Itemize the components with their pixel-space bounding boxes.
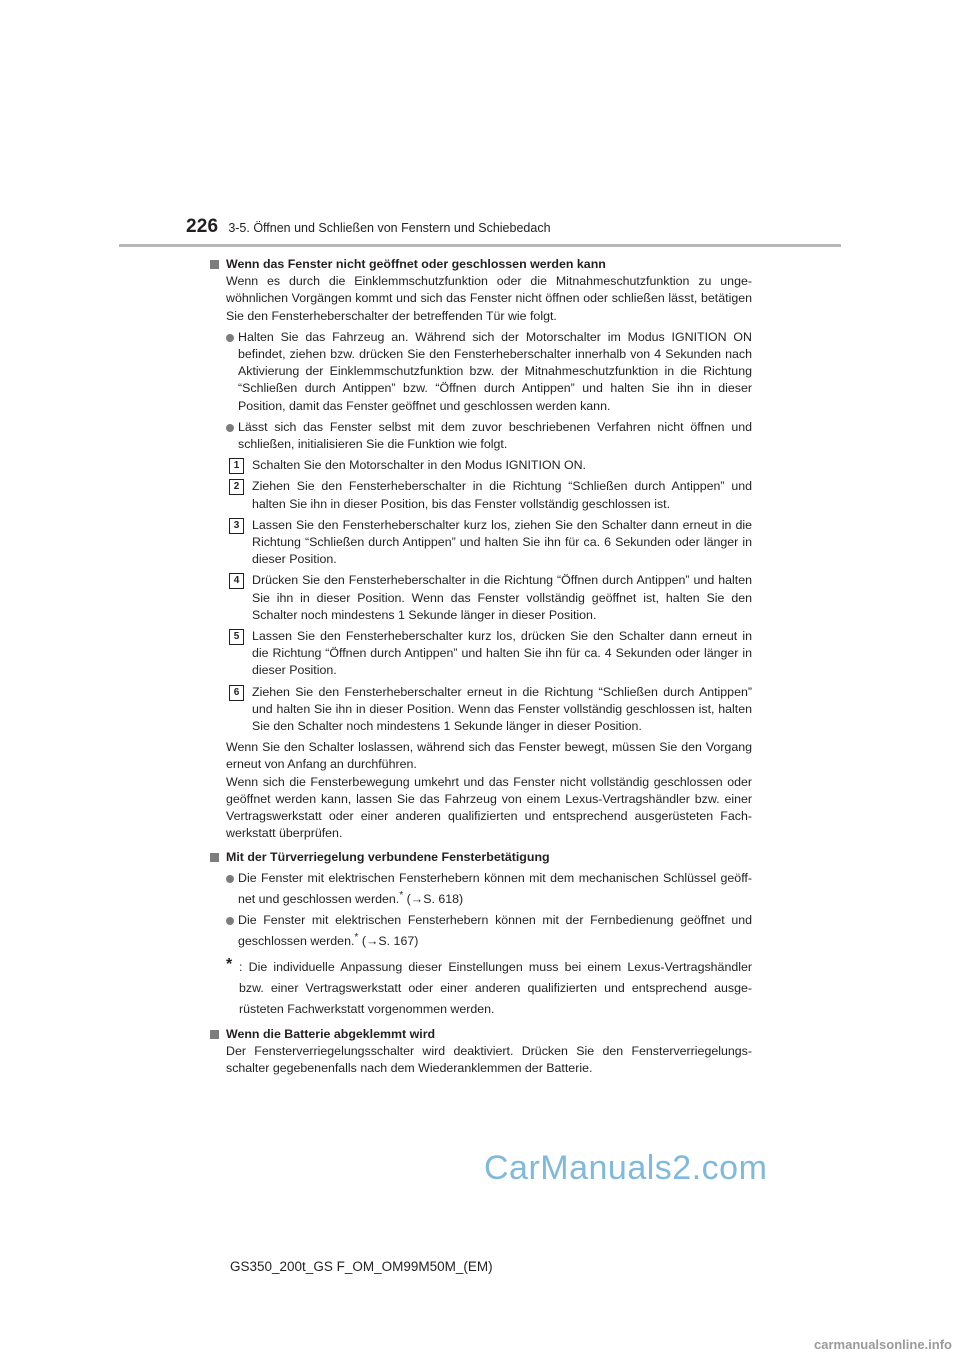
page-header — [186, 216, 551, 238]
step-number: 3 — [229, 518, 244, 534]
list-item: Die Fenster mit elektrischen Fensterhebern können mit der Fernbedienung geöffnet und geschlossen werden.* (→S. 167) — [208, 912, 752, 951]
list-item: Halten Sie das Fahrzeug an. Während sich der Motorschalter im Modus IGNITION ON befindet, ziehen bzw. drücken Sie den Fensterheberschalter innerhalb von 4 Sekunden nach Aktivierung der Einklemmschutzfunktion bzw. der Mitnahmeschutzfunktion in die Richtung “Schließen durch Antippen” bzw. “Öffnen durch Antippen” und halten Sie ihn in dieser Position, damit das Fenster geöffnet und geschlossen werden kann. — [208, 329, 752, 415]
step-item: 2 Ziehen Sie den Fensterheberschalter in die Richtung “Schließen durch Antippen” und halten Sie ihn in dieser Position, bis das Fenster vollständig geschlossen ist. — [208, 478, 752, 512]
chapter-title: 3-5. Öffnen und Schließen von Fenstern und Schiebedach — [228, 221, 551, 235]
step-item: 5 Lassen Sie den Fensterheberschalter kurz los, drücken Sie den Schalter dann erneut in die Richtung “Öffnen durch Antippen” und halten Sie ihn für ca. 4 Sekunden oder länger in dieser Position. — [208, 628, 752, 680]
paragraph: Der Fensterverriegelungsschalter wird deaktiviert. Drücken Sie den Fensterverriegelungsschalter gegebenenfalls nach dem Wiederanklemmen der Batterie. — [226, 1043, 752, 1076]
paragraph: Wenn es durch die Einklemmschutzfunktion oder die Mitnahmeschutzfunktion zu ungewöhnlichen Vorgängen kommt und sich das Fenster nicht öffnen oder schließen lässt, betätigen Sie den Fensterheberschalter der betreffenden Tür wie folgt. — [226, 274, 752, 323]
step-item: 1 Schalten Sie den Motorschalter in den Modus IGNITION ON. — [208, 457, 752, 474]
step-number: 4 — [229, 573, 244, 589]
header-divider — [119, 244, 841, 247]
step-item: 6 Ziehen Sie den Fensterheberschalter erneut in die Richtung “Schließen durch Antippen” und halten Sie ihn in dieser Position. Wenn das Fenster vollständig geschlossen ist, halten Sie den Schalter noch mindestens 1 Sekunde länger in dieser Position. — [208, 684, 752, 736]
footnote-marker: * — [399, 889, 404, 901]
square-bullet-icon — [210, 853, 219, 862]
watermark-link[interactable]: CarManuals2.com — [484, 1149, 768, 1187]
page-number: 226 — [186, 216, 219, 237]
footnote: * : Die individuelle Anpassung dieser Einstellungen muss bei einem Lexus-Vertragshändler bzw. einer Vertragswerkstatt oder einer anderen qualifizierten und entsprechend ausgerüsteten Fachwerkstatt vorgenommen werden. — [226, 955, 752, 1016]
step-number: 2 — [229, 479, 244, 495]
round-bullet-icon — [226, 917, 234, 925]
section-heading: Mit der Türverriegelung verbundene Fensterbetätigung — [208, 849, 752, 866]
footnote-marker: * — [354, 932, 359, 944]
section-heading: Wenn das Fenster nicht geöffnet oder geschlossen werden kann — [208, 256, 752, 273]
footnote-marker: * — [226, 955, 233, 973]
main-content — [208, 256, 752, 1077]
square-bullet-icon — [210, 1030, 219, 1039]
round-bullet-icon — [226, 334, 234, 342]
list-item: Die Fenster mit elektrischen Fensterhebern können mit dem mechanischen Schlüssel geöffnet und geschlossen werden.* (→S. 618) — [208, 870, 752, 909]
step-item: 4 Drücken Sie den Fensterheberschalter in die Richtung “Öffnen durch Antippen” und halten Sie ihn in dieser Position. Wenn das Fenster vollständig geöffnet ist, halten Sie den Schalter noch mindestens 1 Sekunde länger in dieser Position. — [208, 572, 752, 624]
paragraph: Wenn sich die Fensterbewegung umkehrt und das Fenster nicht vollständig geschlossen oder geöffnet werden kann, lassen Sie das Fahrzeug von einem Lexus-Vertragshändler bzw. einer Vertragswerkstatt oder einer anderen qualifizierten und entsprechend ausgerüsteten Fachwerkstatt überprüfen. — [226, 774, 752, 841]
step-item: 3 Lassen Sie den Fensterheberschalter kurz los, ziehen Sie den Schalter dann erneut in die Richtung “Schließen durch Antippen” und halten Sie ihn für ca. 6 Sekunden oder länger in dieser Position. — [208, 517, 752, 569]
step-number: 5 — [229, 629, 244, 645]
step-number: 1 — [229, 458, 244, 474]
list-item: Lässt sich das Fenster selbst mit dem zuvor beschriebenen Verfahren nicht öffnen und schließen, initialisieren Sie die Funktion wie folgt. — [208, 419, 752, 453]
step-number: 6 — [229, 685, 244, 701]
round-bullet-icon — [226, 875, 234, 883]
round-bullet-icon — [226, 424, 234, 432]
paragraph: Wenn Sie den Schalter loslassen, während sich das Fenster bewegt, müssen Sie den Vorgang erneut von Anfang an durchführen. — [226, 740, 752, 772]
section-heading: Wenn die Batterie abgeklemmt wird — [208, 1026, 752, 1043]
page-reference: (→S. 618) — [406, 892, 464, 907]
document-code: GS350_200t_GS F_OM_OM99M50M_(EM) — [230, 1259, 493, 1274]
square-bullet-icon — [210, 260, 219, 269]
page-reference: (→S. 167) — [361, 934, 419, 949]
site-logo[interactable]: carmanualsonline.info — [814, 1337, 952, 1352]
